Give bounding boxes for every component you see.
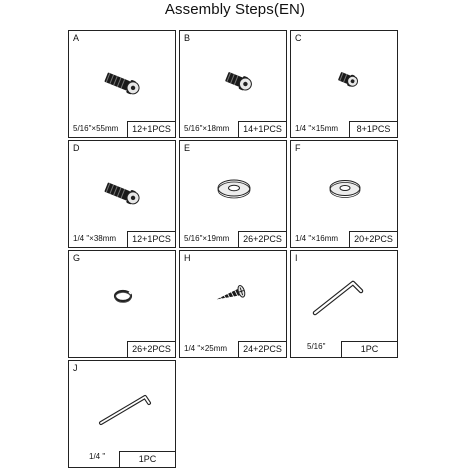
part-letter: D [73,143,80,153]
quantity-box: 26+2PCS [238,231,286,247]
part-letter: F [295,143,301,153]
part-letter: G [73,253,81,263]
page-title: Assembly Steps(EN) [164,1,306,18]
part-letter: C [295,33,302,43]
part-letter: H [184,253,191,263]
part-cell-a [68,30,176,138]
quantity-box: 20+2PCS [349,231,397,247]
part-size: 1/4 " [89,452,106,461]
part-size: 5/16" [307,342,326,351]
part-letter: B [184,33,191,43]
part-size: 1/4 "×16mm [295,234,339,243]
part-cell-g [68,250,176,358]
part-cell-h [179,250,287,358]
quantity-box: 14+1PCS [238,121,286,137]
part-cell-f [290,140,398,248]
part-cell-d [68,140,176,248]
part-letter: I [295,253,298,263]
part-size: 1/4 "×25mm [184,344,228,353]
quantity-box: 8+1PCS [349,121,397,137]
part-cell-i [290,250,398,358]
quantity-box: 24+2PCS [238,341,286,357]
part-letter: E [184,143,191,153]
part-cell-j [68,360,176,468]
part-size: 1/4 "×38mm [73,234,117,243]
part-cell-e [179,140,287,248]
part-cell-b [179,30,287,138]
part-letter: J [73,363,78,373]
part-size: 5/16"×19mm [184,234,230,243]
quantity-box: 1PC [341,341,397,357]
quantity-box: 12+1PCS [127,121,175,137]
quantity-box: 1PC [119,451,175,467]
part-letter: A [73,33,80,43]
part-size: 5/16"×55mm [73,124,119,133]
part-size: 1/4 "×15mm [295,124,339,133]
part-cell-c [290,30,398,138]
quantity-box: 26+2PCS [127,341,175,357]
part-size: 5/16"×18mm [184,124,230,133]
quantity-box: 12+1PCS [127,231,175,247]
